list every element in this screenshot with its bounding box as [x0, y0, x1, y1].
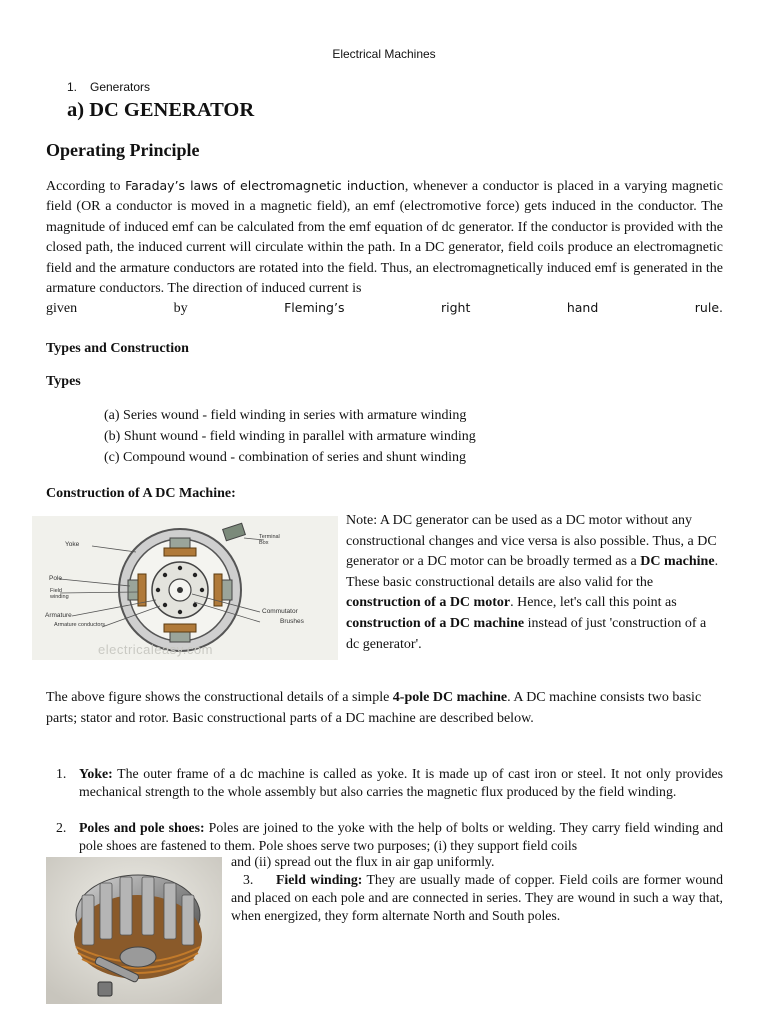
- section-heading: [67, 80, 150, 94]
- label-field-winding: Field winding: [50, 588, 69, 600]
- label-yoke: Yoke: [65, 541, 80, 548]
- faraday-law-link[interactable]: Faraday’s laws of electromagnetic induction: [125, 178, 405, 193]
- document-title: a) DC GENERATOR: [67, 99, 255, 121]
- operating-principle-heading: Operating Principle: [46, 140, 200, 160]
- dc-machine-diagram: [32, 516, 338, 660]
- construction-heading: Construction of A DC Machine:: [46, 486, 236, 501]
- label-armature-conductors: Armature conductors: [54, 622, 106, 628]
- list-item: (c) Compound wound - combination of series and shunt winding: [104, 450, 467, 465]
- list-item-poles-continued: and (ii) spread out the flux in air gap uniformly.: [231, 854, 495, 869]
- figure-watermark: electricaleasy.com: [98, 642, 213, 657]
- label-terminal-box: Terminal Box: [259, 534, 280, 546]
- list-item: (b) Shunt wound - field winding in parallel with armature winding: [104, 429, 476, 444]
- operating-principle-last-line: given by Fleming’s right hand rule.: [46, 300, 723, 316]
- label-brushes: Brushes: [280, 618, 304, 625]
- label-armature: Armature: [45, 612, 72, 619]
- label-commutator: Commutator: [262, 608, 298, 615]
- section-number: 1.: [67, 80, 78, 94]
- flemings-rule-link[interactable]: Fleming’s: [284, 300, 345, 315]
- types-construction-heading: Types and Construction: [46, 341, 189, 356]
- construction-note: Note: A DC generator can be used as a DC motor without any constructional changes and vice versa is also possible. Thus, a DC generator or a DC motor can be broadly termed as a DC machine. These basic constructional details are also valid for the construction of a DC motor. Hence, let's call this point as construction of a DC machine instead of just 'construction of a dc generator'.: [346, 513, 719, 652]
- list-item: (a) Series wound - field winding in series with armature winding: [104, 408, 467, 423]
- armature-photo: [46, 857, 222, 1004]
- label-pole: Pole: [49, 575, 63, 582]
- figure-description: The above figure shows the constructional details of a simple 4-pole DC machine. A DC machine consists two basic parts; stator and rotor. Basic constructional parts of a DC machine are described below.: [46, 690, 702, 726]
- page-header: Electrical Machines: [332, 47, 436, 61]
- types-heading: Types: [46, 374, 81, 389]
- types-list: [104, 405, 476, 468]
- operating-principle-paragraph: According to Faraday’s laws of electromagnetic induction, whenever a conductor is placed in a varying magnetic field (OR a conductor is moved in a magnetic field), an emf (electromotive force) gets induced in the conductor. The magnitude of induced emf can be calculated from the emf equation of dc generator. If the conductor is provided with the closed path, the induced current will circulate within the path. In a DC generator, field coils produce an electromagnetic field and the armature conductors are rotated into the field. Thus, an electromagnetically induced emf is generated in the armature conductors. The direction of induced current is: [46, 178, 723, 297]
- list-item-field-winding: 3. Field winding: They are usually made of copper. Field coils are former wound and placed on each pole and are connected in series. They are wound in such a way that, when energized, they form alternate North and South poles.: [231, 872, 723, 923]
- list-item-poles: 2. Poles and pole shoes: Poles are joined to the yoke with the help of bolts or welding. They carry field winding and pole shoes are fastened to them. Pole shoes serve two purposes; (i) they support field coils: [56, 820, 723, 853]
- list-item-yoke: 1. Yoke: The outer frame of a dc machine is called as yoke. It is made up of cast iron or steel. It not only provides mechanical strength to the whole assembly but also carries the magnetic flux produced by the field winding.: [56, 766, 723, 799]
- section-label: Generators: [90, 80, 151, 94]
